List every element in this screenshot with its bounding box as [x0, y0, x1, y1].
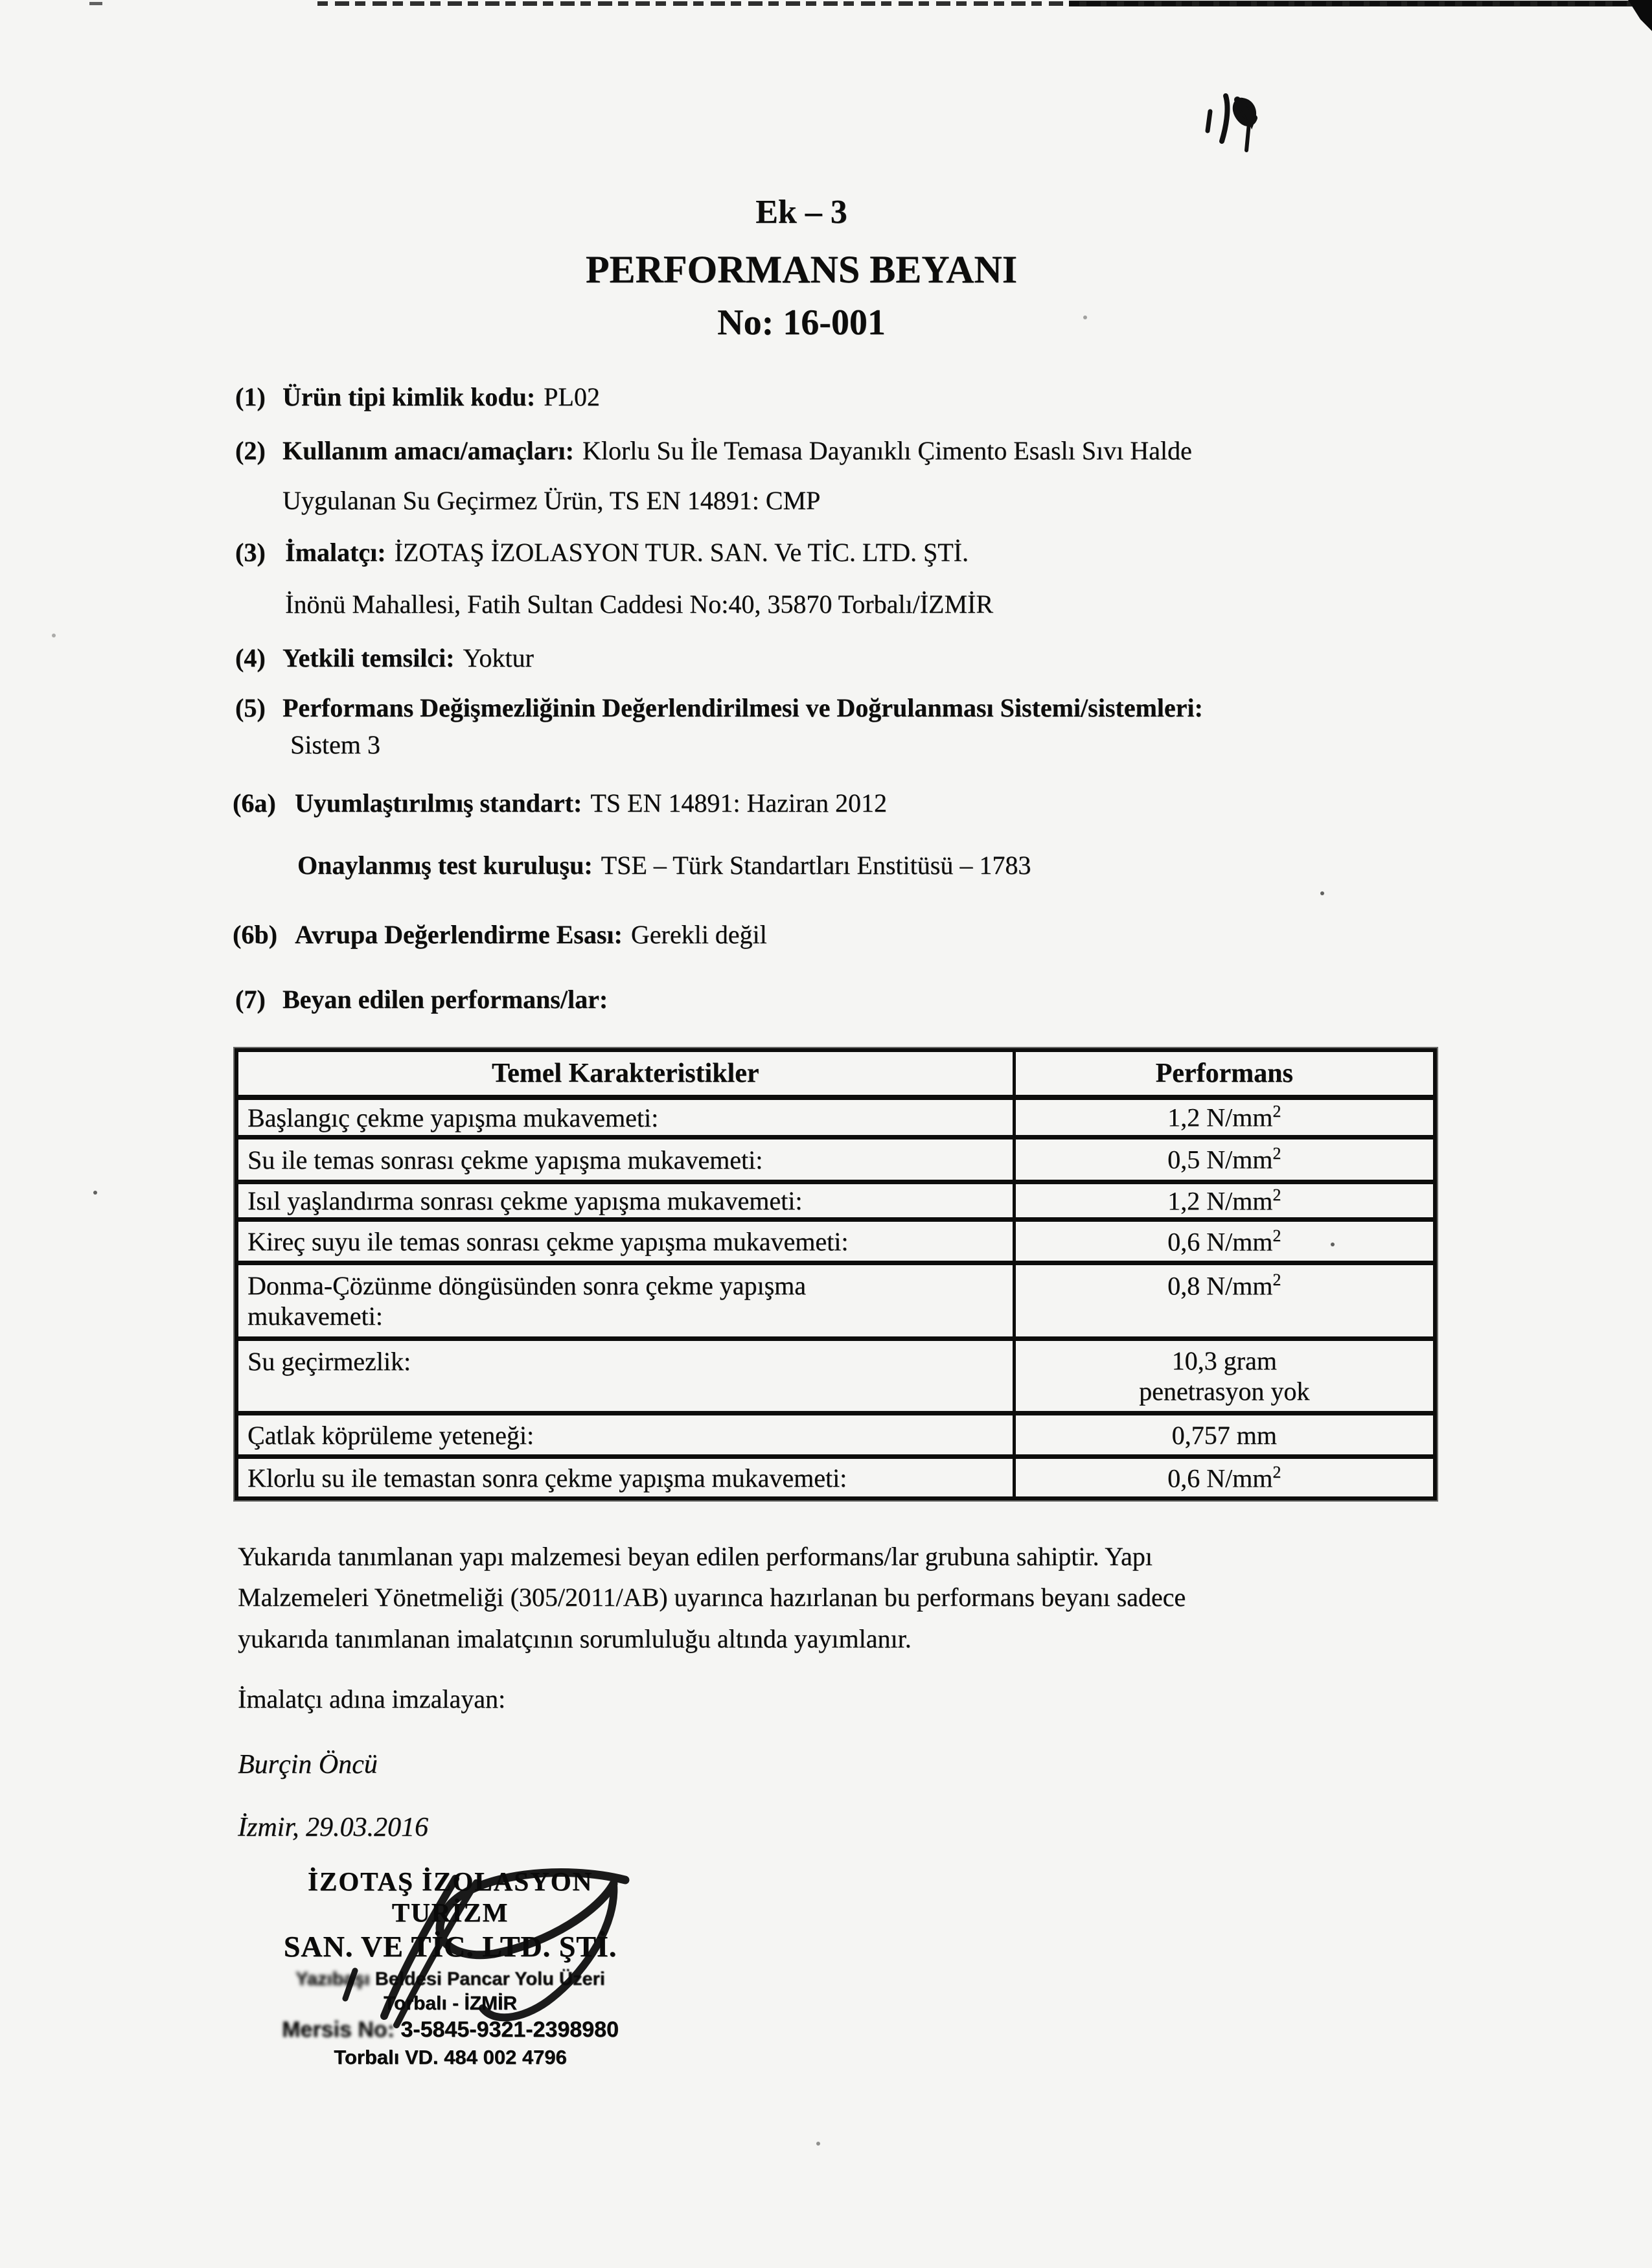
signer-name: Burçin Öncü [238, 1750, 378, 1780]
row-value: 0,6 $N/mm^2$ [1014, 1220, 1435, 1263]
item-7-number: (7) [235, 985, 266, 1014]
row-label: Isıl yaşlandırma sonrası çekme yapışma mukavemeti: [236, 1182, 1014, 1220]
item-4-label: Yetkili temsilci: [282, 643, 455, 672]
row-label: Su geçirmezlik: [236, 1339, 1014, 1414]
item-6a-notified-body [297, 851, 1031, 880]
item-6b [233, 920, 767, 950]
scan-speck [816, 2142, 820, 2146]
table-row [236, 1339, 1435, 1414]
item-1 [235, 382, 600, 412]
notified-body-label: Onaylanmış test kuruluşu: [297, 851, 593, 880]
item-5-value: Sistem 3 [290, 730, 380, 759]
scan-top-edge-artifact [1069, 1, 1634, 6]
stamp-city-line: Torbalı - İZMİR [383, 1993, 518, 2014]
item-6a-value: TS EN 14891: Haziran 2012 [590, 788, 888, 818]
row-label: Çatlak köprüleme yeteneği: [236, 1414, 1014, 1457]
table-row [236, 1263, 1435, 1339]
item-1-label: Ürün tipi kimlik kodu: [282, 382, 536, 411]
table-row [236, 1457, 1435, 1499]
row-label: Kireç suyu ile temas sonrası çekme yapışma mukavemeti: [236, 1220, 1014, 1263]
table-row [236, 1097, 1435, 1138]
item-6a [233, 788, 887, 818]
item-6b-value: Gerekli değil [630, 920, 767, 949]
stamp-address-line: Yazıbaşı Beldesi Pancar Yolu Üzeri [295, 1969, 605, 1989]
closing-paragraph-line3: yukarıda tanımlanan imalatçının sorumluluğu altında yayımlanır. [238, 1624, 912, 1653]
table-row [236, 1138, 1435, 1182]
item-6b-label: Avrupa Değerlendirme Esası: [295, 920, 623, 949]
closing-paragraph-line1: Yukarıda tanımlanan yapı malzemesi beyan edilen performans/lar grubuna sahiptir. Yapı [238, 1542, 1153, 1571]
row-value: 10,3 gram penetrasyon yok [1014, 1339, 1435, 1414]
item-3-value-line1: İZOTAŞ İZOLASYON TUR. SAN. Ve TİC. LTD. ŞTİ. [394, 538, 969, 567]
row-value: 1,2 $N/mm^2$ [1014, 1182, 1435, 1220]
item-3 [235, 538, 969, 567]
row-value: 0,6 $N/mm^2$ [1014, 1457, 1435, 1499]
item-5-label: Performans Değişmezliğinin Değerlendirilmesi ve Doğrulanması Sistemi/sistemleri: [282, 693, 1203, 722]
item-2 [235, 436, 1192, 466]
scan-speck [52, 634, 56, 637]
table-header-row [236, 1050, 1435, 1097]
row-value: 1,2 $N/mm^2$ [1014, 1097, 1435, 1138]
item-6a-number: (6a) [233, 788, 276, 818]
item-2-label: Kullanım amacı/amaçları: [282, 436, 574, 465]
item-3-value-line2: İnönü Mahallesi, Fatih Sultan Caddesi No:40, 35870 Torbalı/İZMİR [285, 590, 994, 619]
row-value: 0,5 $N/mm^2$ [1014, 1138, 1435, 1182]
item-6a-label: Uyumlaştırılmış standart: [295, 788, 582, 818]
item-7-label: Beyan edilen performans/lar: [282, 985, 608, 1014]
item-3-label: İmalatçı: [285, 538, 386, 567]
item-4-value: Yoktur [463, 643, 534, 672]
header-performance: Performans [1014, 1050, 1435, 1097]
header-characteristics: Temel Karakteristikler [236, 1050, 1014, 1097]
item-1-number: (1) [235, 382, 266, 411]
table-row [236, 1182, 1435, 1220]
table-row [236, 1414, 1435, 1457]
performance-table [235, 1048, 1437, 1500]
item-5-number: (5) [235, 693, 266, 722]
item-3-number: (3) [235, 538, 266, 567]
row-value: 0,8 $N/mm^2$ [1014, 1263, 1435, 1339]
signature [324, 1859, 687, 2054]
item-2-value-line1: Klorlu Su İle Temasa Dayanıklı Çimento Esaslı Sıvı Halde [582, 436, 1192, 465]
item-2-number: (2) [235, 436, 266, 465]
stamp-company-line2: SAN. VE TİC. LTD. ŞTİ. [283, 1930, 617, 1963]
stamp-registry-line: Mersis No: 3-5845-9321-2398980 [282, 2017, 619, 2042]
scan-edge-artifact [89, 2, 102, 5]
signed-by-label: İmalatçı adına imzalayan: [238, 1684, 506, 1713]
item-7 [235, 985, 616, 1014]
document-number: No: 16-001 [717, 303, 886, 343]
row-label: Başlangıç çekme yapışma mukavemeti: [236, 1097, 1014, 1138]
item-5 [235, 693, 1211, 723]
stamp-company-line1: İZOTAŞ İZOLASYON TURİZM [307, 1866, 593, 1927]
table-row [236, 1220, 1435, 1263]
row-label: Su ile temas sonrası çekme yapışma mukavemeti: [236, 1138, 1014, 1182]
row-label: Donma-Çözünme döngüsünden sonra çekme yapışma mukavemeti: [236, 1263, 1014, 1339]
handwritten-note [1192, 71, 1283, 175]
item-6b-number: (6b) [233, 920, 277, 949]
annex-heading: Ek – 3 [755, 194, 847, 231]
scan-speck [93, 1191, 97, 1195]
item-1-value: PL02 [544, 382, 600, 411]
document-title: PERFORMANS BEYANI [585, 248, 1018, 291]
scan-speck [1320, 891, 1324, 895]
stamp-tax-line: Torbalı VD. 484 002 4796 [334, 2046, 567, 2068]
notified-body-value: TSE – Türk Standartları Enstitüsü – 1783 [601, 851, 1031, 880]
row-label: Klorlu su ile temastan sonra çekme yapışma mukavemeti: [236, 1457, 1014, 1499]
item-4-number: (4) [235, 643, 266, 672]
place-and-date: İzmir, 29.03.2016 [238, 1813, 429, 1842]
item-4 [235, 643, 534, 673]
closing-paragraph-line2: Malzemeleri Yönetmeliği (305/2011/AB) uyarınca hazırlanan bu performans beyanı sadece [238, 1583, 1186, 1612]
item-2-value-line2: Uygulanan Su Geçirmez Ürün, TS EN 14891: CMP [282, 486, 821, 515]
row-value: 0,757 mm [1014, 1414, 1435, 1457]
